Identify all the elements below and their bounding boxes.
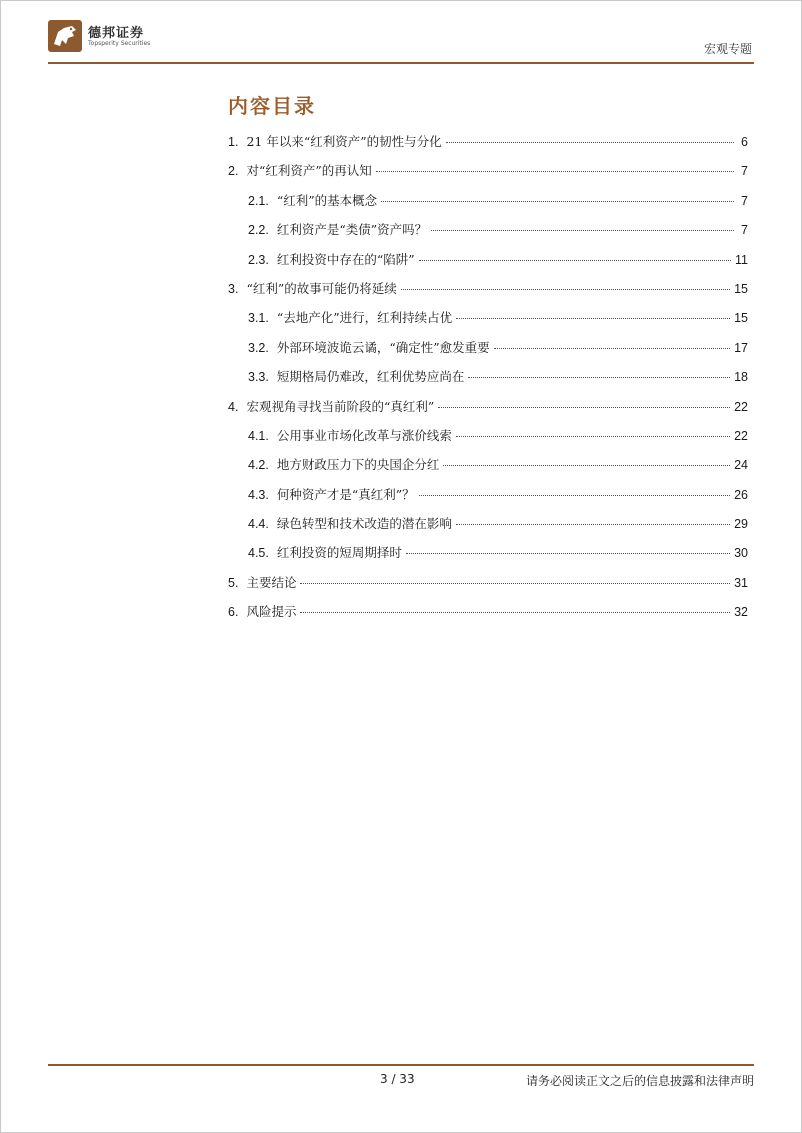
- toc-entry-title: 地方财政压力下的央国企分红: [276, 457, 440, 473]
- rhino-logo-icon: [48, 18, 82, 54]
- brand-logo: [48, 18, 208, 58]
- toc-dot-leader: [456, 317, 730, 319]
- toc-entry[interactable]: [228, 514, 748, 543]
- toc-entry-number: 3.2.: [248, 340, 269, 355]
- toc-entry-number: 4.: [228, 399, 239, 414]
- toc-entry[interactable]: [228, 573, 748, 602]
- toc-entry-title: 绿色转型和技术改造的潜在影响: [276, 516, 452, 532]
- header-divider: [48, 62, 754, 64]
- toc-entry[interactable]: [228, 543, 748, 572]
- toc-entry-title: 对“红利资产”的再认知: [246, 163, 372, 179]
- toc-dot-leader: [300, 611, 730, 613]
- toc-entry-number: 4.5.: [248, 546, 269, 561]
- toc-dot-leader: [406, 552, 730, 554]
- toc-entry-page: 29: [734, 517, 748, 532]
- toc-dot-leader: [376, 170, 734, 172]
- toc-title: 内容目录: [228, 94, 316, 118]
- toc-entry[interactable]: [228, 397, 748, 426]
- toc-entry-page: 32: [734, 605, 748, 620]
- toc-entry[interactable]: [228, 426, 748, 455]
- toc-entry-number: 2.: [228, 164, 239, 179]
- toc-entry-title: 公用事业市场化改革与涨价线索: [276, 427, 452, 443]
- toc-entry-number: 4.1.: [248, 428, 269, 443]
- toc-dot-leader: [401, 288, 730, 290]
- toc-entry-number: 2.3.: [248, 252, 269, 267]
- toc-dot-leader: [456, 435, 730, 437]
- toc-entry-title: 21 年以来“红利资产”的韧性与分化: [246, 134, 442, 149]
- toc-entry-number: 1.: [228, 135, 239, 149]
- toc-entry-page: 18: [734, 370, 748, 385]
- page-header: [48, 12, 754, 64]
- toc-entry-number: 4.3.: [248, 487, 269, 502]
- toc-entry[interactable]: [228, 220, 748, 249]
- toc-entry-page: 26: [734, 487, 748, 502]
- toc-entry[interactable]: [228, 338, 748, 367]
- toc-entry-title: 红利投资的短周期择时: [276, 545, 402, 561]
- toc-entry-title: 宏观视角寻找当前阶段的“真红利”: [246, 398, 435, 414]
- toc-entry-number: 5.: [228, 575, 239, 590]
- toc-dot-leader: [381, 200, 734, 202]
- toc-entry-number: 3.1.: [248, 311, 269, 326]
- page-number: 3 / 33: [380, 1072, 415, 1086]
- toc-entry-title: “红利”的故事可能仍将延续: [246, 280, 397, 296]
- toc-dot-leader: [438, 406, 730, 408]
- toc-dot-leader: [446, 141, 734, 143]
- toc-entry-page: 30: [734, 546, 748, 561]
- toc-dot-leader: [494, 347, 730, 349]
- toc-entry-page: 22: [734, 428, 748, 443]
- toc-entry-number: 2.1.: [248, 193, 269, 208]
- toc-entry-page: 31: [734, 575, 748, 590]
- toc-entry[interactable]: [228, 485, 748, 514]
- toc-entry-page: 17: [734, 340, 748, 355]
- toc-dot-leader: [419, 494, 730, 496]
- toc-entry-page: 7: [741, 223, 748, 238]
- toc-entry[interactable]: [228, 132, 748, 161]
- toc-entry-title: 何种资产才是“真红利”？: [276, 486, 415, 502]
- toc-entry-page: 15: [734, 311, 748, 326]
- toc-entry-title: “去地产化”进行，红利持续占优: [276, 310, 453, 326]
- toc-entry-title: 主要结论: [246, 574, 297, 590]
- toc-entry-title: 外部环境波诡云谲，“确定性”愈发重要: [276, 339, 490, 355]
- toc-entry-number: 6.: [228, 605, 239, 620]
- toc-dot-leader: [300, 582, 730, 584]
- toc-entry-number: 3.: [228, 281, 239, 296]
- toc-entry[interactable]: [228, 308, 748, 337]
- toc-entry-page: 7: [741, 164, 748, 179]
- toc-dot-leader: [468, 376, 730, 378]
- toc-entry-number: 3.3.: [248, 370, 269, 385]
- toc-entry-page: 22: [734, 399, 748, 414]
- toc-entry[interactable]: [228, 250, 748, 279]
- table-of-contents: [228, 132, 748, 632]
- toc-entry-page: 24: [734, 458, 748, 473]
- footer-divider: [48, 1064, 754, 1066]
- toc-entry-page: 7: [741, 193, 748, 208]
- toc-dot-leader: [431, 229, 734, 231]
- toc-entry-number: 4.2.: [248, 458, 269, 473]
- toc-entry-page: 6: [741, 135, 748, 149]
- brand-name-cn: 德邦证券: [88, 26, 145, 41]
- toc-entry-page: 11: [735, 252, 748, 267]
- toc-entry-page: 15: [734, 281, 748, 296]
- brand-name-en: Topsperity Securities: [88, 40, 151, 47]
- toc-entry[interactable]: [228, 367, 748, 396]
- toc-entry-title: 红利资产是“类债”资产吗？: [276, 222, 428, 238]
- toc-dot-leader: [419, 259, 731, 261]
- toc-entry-title: 风险提示: [246, 604, 297, 620]
- toc-entry[interactable]: [228, 279, 748, 308]
- toc-entry-title: “红利”的基本概念: [276, 192, 378, 208]
- toc-entry[interactable]: [228, 602, 748, 631]
- document-type: 宏观专题: [703, 42, 752, 56]
- toc-dot-leader: [456, 523, 730, 525]
- toc-entry[interactable]: [228, 161, 748, 190]
- toc-entry-title: 红利投资中存在的“陷阱”: [276, 251, 415, 267]
- toc-entry-number: 2.2.: [248, 223, 269, 238]
- toc-entry[interactable]: [228, 191, 748, 220]
- toc-entry-title: 短期格局仍难改，红利优势应尚在: [276, 369, 465, 385]
- toc-entry-number: 4.4.: [248, 517, 269, 532]
- legal-disclaimer: 请务必阅读正文之后的信息披露和法律声明: [525, 1074, 754, 1088]
- toc-entry[interactable]: [228, 455, 748, 484]
- toc-dot-leader: [443, 464, 730, 466]
